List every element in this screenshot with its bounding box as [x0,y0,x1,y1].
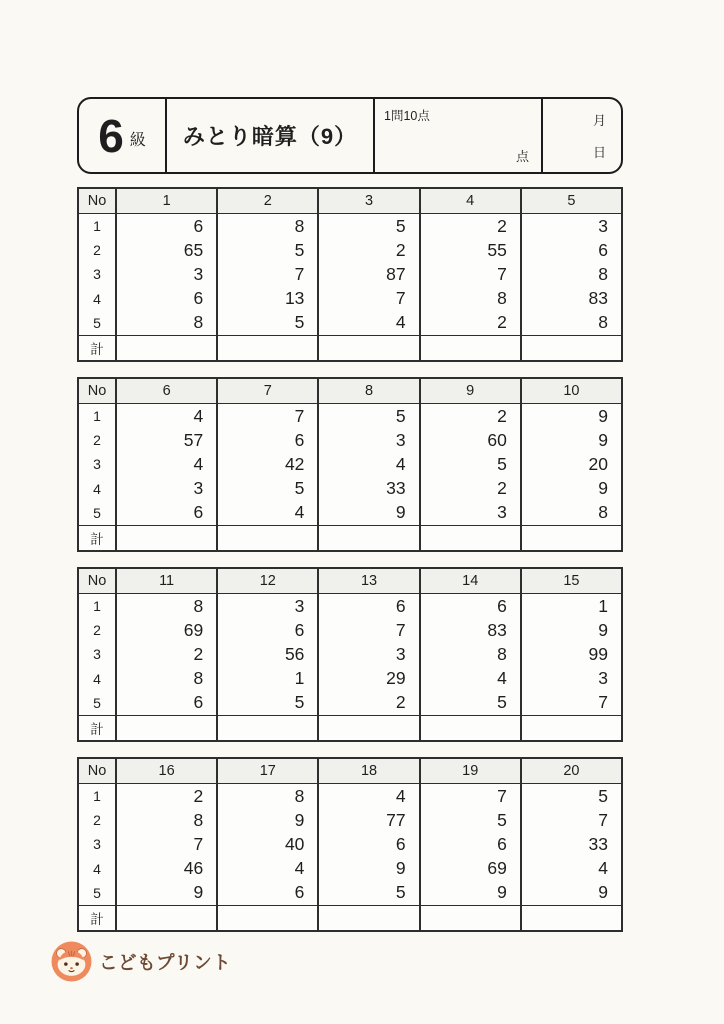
operand-value: 8 [497,643,507,664]
row-label: 4 [93,670,101,687]
score-note: 1問10点 [384,109,430,123]
operand-value: 3 [598,668,609,689]
operand-value: 6 [294,619,305,640]
problem-column [115,784,216,905]
operand-value: 4 [395,785,406,806]
problem-number-header: 17 [216,759,317,783]
table-header-row [79,189,621,214]
problem-column [216,594,317,715]
date-cell [543,99,621,172]
row-label: 5 [93,314,101,331]
total-answer-cell [317,526,418,550]
operand-value: 7 [395,619,406,640]
table-body-row [79,594,621,715]
grade-number: 6 [98,109,123,162]
total-answer-cell [317,716,418,740]
problem-column [115,404,216,525]
operand-value: 4 [193,453,204,474]
problem-number-header: 18 [317,759,418,783]
operand-value: 33 [588,833,609,854]
operand-value: 77 [386,809,406,830]
operand-value: 69 [487,858,507,879]
problem-number-header: 15 [520,569,621,593]
no-column-header: No [87,193,107,209]
operand-value: 5 [294,692,305,713]
problem-column [216,784,317,905]
problem-column [317,784,418,905]
no-column-header: No [87,383,107,399]
operand-value: 9 [598,429,609,450]
total-row-label: 計 [90,912,104,927]
footer-brand [51,941,231,982]
operand-value: 6 [395,833,406,854]
operand-value: 5 [294,239,305,260]
operand-value: 69 [183,619,204,640]
total-answer-cell [419,906,520,930]
problem-number-header: 13 [317,569,418,593]
row-label: 2 [93,622,101,639]
problem-column [115,594,216,715]
operand-value: 5 [497,809,507,830]
operand-value: 6 [497,833,507,854]
row-label: 3 [93,836,101,853]
total-answer-cell [216,336,317,360]
operand-value: 83 [487,619,507,640]
total-answer-cell [216,526,317,550]
no-column-header: No [87,763,107,779]
total-row-label: 計 [90,722,104,737]
row-label: 3 [93,456,101,473]
operand-value: 56 [284,643,305,664]
operand-value: 46 [183,858,204,879]
total-row-label: 計 [90,532,104,547]
total-answer-cell [216,906,317,930]
operand-value: 9 [598,478,609,499]
problem-number-header: 2 [216,189,317,213]
operand-value: 65 [183,239,204,260]
problem-column [419,594,520,715]
operand-value: 4 [193,405,204,426]
operand-value: 5 [598,785,609,806]
operand-value: 6 [598,239,609,260]
table-body-row [79,214,621,335]
title-cell [167,99,375,172]
total-answer-cell [520,526,621,550]
operand-value: 5 [497,453,507,474]
problem-column [216,404,317,525]
operand-value: 9 [193,882,204,903]
operand-value: 4 [497,668,507,689]
score-unit-label: 点 [515,149,529,164]
operand-value: 3 [395,643,406,664]
table-header-row [79,379,621,404]
operand-value: 5 [395,882,406,903]
row-labels [79,594,115,715]
operand-value: 1 [294,668,305,689]
operand-value: 99 [588,643,609,664]
operand-value: 9 [395,502,406,523]
total-answer-cell [115,906,216,930]
table-total-row [79,525,621,550]
worksheet-header [77,97,623,174]
problem-number-header: 3 [317,189,418,213]
operand-value: 8 [294,785,305,806]
operand-value: 7 [598,809,609,830]
month-label: 月 [592,113,606,128]
problem-column [520,594,621,715]
total-answer-cell [115,716,216,740]
row-label: 4 [93,860,101,877]
operand-value: 1 [598,595,609,616]
operand-value: 5 [294,478,305,499]
problem-number-header: 11 [115,569,216,593]
operand-value: 3 [497,502,507,523]
table-body-row [79,784,621,905]
row-label: 1 [93,598,101,615]
operand-value: 8 [497,288,507,309]
problem-number-header: 1 [115,189,216,213]
worksheet-table [77,757,623,932]
operand-value: 8 [294,215,305,236]
table-total-row [79,715,621,740]
problem-number-header: 14 [419,569,520,593]
operand-value: 5 [395,405,406,426]
operand-value: 6 [395,595,406,616]
operand-value: 3 [395,429,406,450]
operand-value: 9 [294,809,305,830]
row-label: 2 [93,812,101,829]
problem-number-header: 16 [115,759,216,783]
operand-value: 8 [193,312,204,333]
problem-column [520,784,621,905]
operand-value: 8 [193,595,204,616]
operand-value: 8 [598,312,609,333]
problem-number-header: 10 [520,379,621,403]
row-label: 5 [93,504,101,521]
operand-value: 9 [497,882,507,903]
problem-column [115,214,216,335]
problem-number-header: 12 [216,569,317,593]
operand-value: 3 [294,595,305,616]
row-label: 1 [93,788,101,805]
operand-value: 29 [386,668,406,689]
problem-number-header: 19 [419,759,520,783]
table-total-row [79,905,621,930]
score-cell [375,99,543,172]
problem-column [419,404,520,525]
operand-value: 3 [193,263,204,284]
problem-number-header: 5 [520,189,621,213]
operand-value: 2 [497,312,507,333]
operand-value: 2 [193,643,204,664]
operand-value: 6 [193,502,204,523]
total-answer-cell [520,336,621,360]
table-body-row [79,404,621,525]
operand-value: 40 [284,833,305,854]
problem-column [317,404,418,525]
total-answer-cell [115,526,216,550]
operand-value: 8 [193,809,204,830]
total-answer-cell [419,526,520,550]
operand-value: 2 [497,478,507,499]
operand-value: 2 [193,785,204,806]
operand-value: 5 [294,312,305,333]
row-label: 4 [93,480,101,497]
operand-value: 83 [588,288,609,309]
problem-column [419,214,520,335]
row-label: 5 [93,884,101,901]
operand-value: 4 [294,858,305,879]
total-answer-cell [115,336,216,360]
table-header-row [79,759,621,784]
operand-value: 2 [497,215,507,236]
operand-value: 6 [193,692,204,713]
total-answer-cell [520,716,621,740]
operand-value: 7 [497,785,507,806]
row-label: 3 [93,266,101,283]
problem-number-header: 8 [317,379,418,403]
problem-number-header: 9 [419,379,520,403]
operand-value: 9 [598,619,609,640]
no-column-header: No [87,573,107,589]
operand-value: 13 [284,288,305,309]
row-label: 1 [93,408,101,425]
row-label: 2 [93,432,101,449]
problem-number-header: 4 [419,189,520,213]
row-labels [79,784,115,905]
operand-value: 4 [294,502,305,523]
cat-mascot-icon [51,941,92,982]
problem-column [317,214,418,335]
operand-value: 9 [395,858,406,879]
operand-value: 5 [395,215,406,236]
operand-value: 2 [497,405,507,426]
page-title: みとり暗算（9） [182,124,358,149]
operand-value: 4 [395,312,406,333]
operand-value: 4 [395,453,406,474]
total-answer-cell [317,336,418,360]
total-row-label: 計 [90,342,104,357]
grade-cell [79,99,167,172]
operand-value: 3 [598,215,609,236]
operand-value: 7 [294,405,305,426]
operand-value: 55 [487,239,507,260]
grade-label: 級 [129,132,146,149]
row-label: 3 [93,646,101,663]
total-answer-cell [419,716,520,740]
day-label: 日 [592,145,606,160]
total-answer-cell [216,716,317,740]
problem-column [520,214,621,335]
operand-value: 60 [487,429,507,450]
operand-value: 87 [386,263,406,284]
operand-value: 6 [497,595,507,616]
table-total-row [79,335,621,360]
total-answer-cell [520,906,621,930]
worksheet-table [77,567,623,742]
problem-number-header: 6 [115,379,216,403]
row-label: 2 [93,242,101,259]
table-header-row [79,569,621,594]
row-label: 1 [93,218,101,235]
operand-value: 9 [598,405,609,426]
total-answer-cell [419,336,520,360]
problem-column [317,594,418,715]
operand-value: 7 [598,692,609,713]
operand-value: 7 [294,263,305,284]
operand-value: 6 [193,215,204,236]
operand-value: 42 [284,453,305,474]
worksheet-table [77,187,623,362]
operand-value: 2 [395,239,406,260]
problem-number-header: 20 [520,759,621,783]
operand-value: 5 [497,692,507,713]
problem-column [419,784,520,905]
operand-value: 4 [598,858,609,879]
total-answer-cell [317,906,418,930]
operand-value: 2 [395,692,406,713]
operand-value: 8 [598,502,609,523]
brand-name: こどもプリント [99,951,232,973]
operand-value: 7 [395,288,406,309]
operand-value: 7 [193,833,204,854]
operand-value: 33 [386,478,406,499]
operand-value: 7 [497,263,507,284]
row-label: 4 [93,290,101,307]
operand-value: 6 [193,288,204,309]
operand-value: 9 [598,882,609,903]
operand-value: 6 [294,429,305,450]
operand-value: 20 [588,453,609,474]
row-labels [79,404,115,525]
row-labels [79,214,115,335]
operand-value: 3 [193,478,204,499]
operand-value: 6 [294,882,305,903]
problem-number-header: 7 [216,379,317,403]
operand-value: 57 [183,429,204,450]
row-label: 5 [93,694,101,711]
operand-value: 8 [193,668,204,689]
worksheet-table [77,377,623,552]
problem-column [520,404,621,525]
problem-column [216,214,317,335]
operand-value: 8 [598,263,609,284]
